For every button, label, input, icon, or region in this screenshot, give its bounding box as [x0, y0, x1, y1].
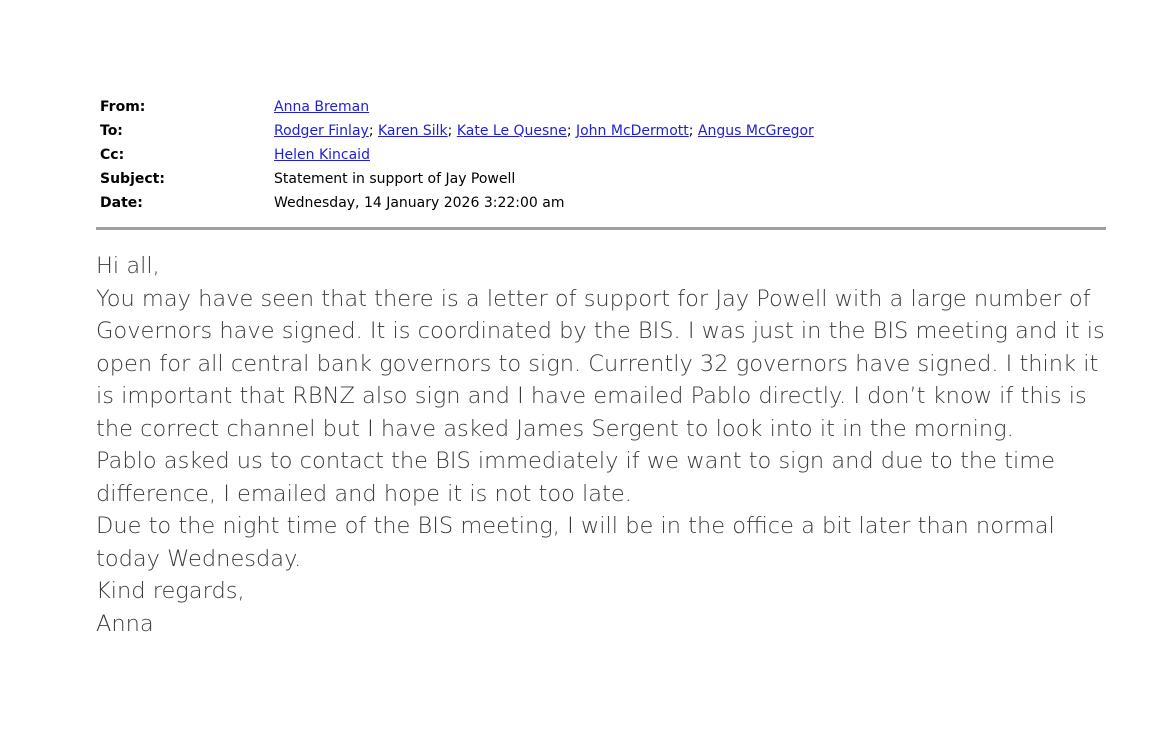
subject-label: Subject: [100, 171, 165, 187]
recipient-separator: ; [447, 123, 457, 139]
body-closing: Kind regards, [96, 578, 245, 604]
from-value [274, 95, 814, 119]
recipient-separator: ; [688, 123, 698, 139]
from-sender-link[interactable]: Anna Breman [274, 99, 370, 115]
cc-recipient-link[interactable]: Helen Kincaid [274, 147, 370, 163]
body-paragraph-2: Pablo asked us to contact the BIS immediately if we want to sign and due to the time difference, I emailed and hope it is not too late. [96, 448, 1055, 507]
body-paragraph-3: Due to the night time of the BIS meeting, I will be in the office a bit later than normal today Wednesday. [96, 513, 1055, 572]
to-label: To: [100, 123, 123, 139]
body-paragraph-1: You may have seen that there is a letter of support for Jay Powell with a large number of Governors have signed. It is coordinated by the BIS. I was just in the BIS meeting and it is open for all central bank governors to sign. Currently 32 governors have signed. I think it is important that RBNZ also sign and I have emailed Pablo directly. I don’t know if this is the correct channel but I have asked James Sergent to look into it in the morning. [96, 285, 1105, 442]
date-row [100, 191, 814, 215]
to-recipient-link-kate-le-quesne[interactable]: Kate Le Quesne [456, 123, 567, 139]
email-header [100, 95, 814, 215]
cc-label: Cc: [100, 147, 125, 163]
recipient-separator: ; [566, 123, 576, 139]
cc-value [274, 143, 814, 167]
to-recipient-link-john-mcdermott[interactable]: John McDermott [575, 123, 689, 139]
to-recipient-link-angus-mcgregor[interactable]: Angus McGregor [697, 123, 814, 139]
body-greeting: Hi all, [96, 253, 160, 279]
to-recipient-link-rodger-finlay[interactable]: Rodger Finlay [274, 123, 369, 139]
subject-row [100, 167, 814, 191]
to-recipient-link-karen-silk[interactable]: Karen Silk [377, 123, 448, 139]
body-signature: Anna [96, 610, 154, 637]
date-label: Date: [100, 195, 143, 211]
cc-row [100, 143, 814, 167]
email-body [96, 250, 1106, 640]
recipient-separator: ; [368, 123, 378, 139]
from-label: From: [100, 99, 146, 115]
subject-value: Statement in support of Jay Powell [274, 171, 516, 187]
to-row [100, 119, 814, 143]
header-divider [96, 227, 1106, 230]
date-value: Wednesday, 14 January 2026 3:22:00 am [274, 195, 565, 211]
to-value [274, 119, 814, 143]
from-row [100, 95, 814, 119]
